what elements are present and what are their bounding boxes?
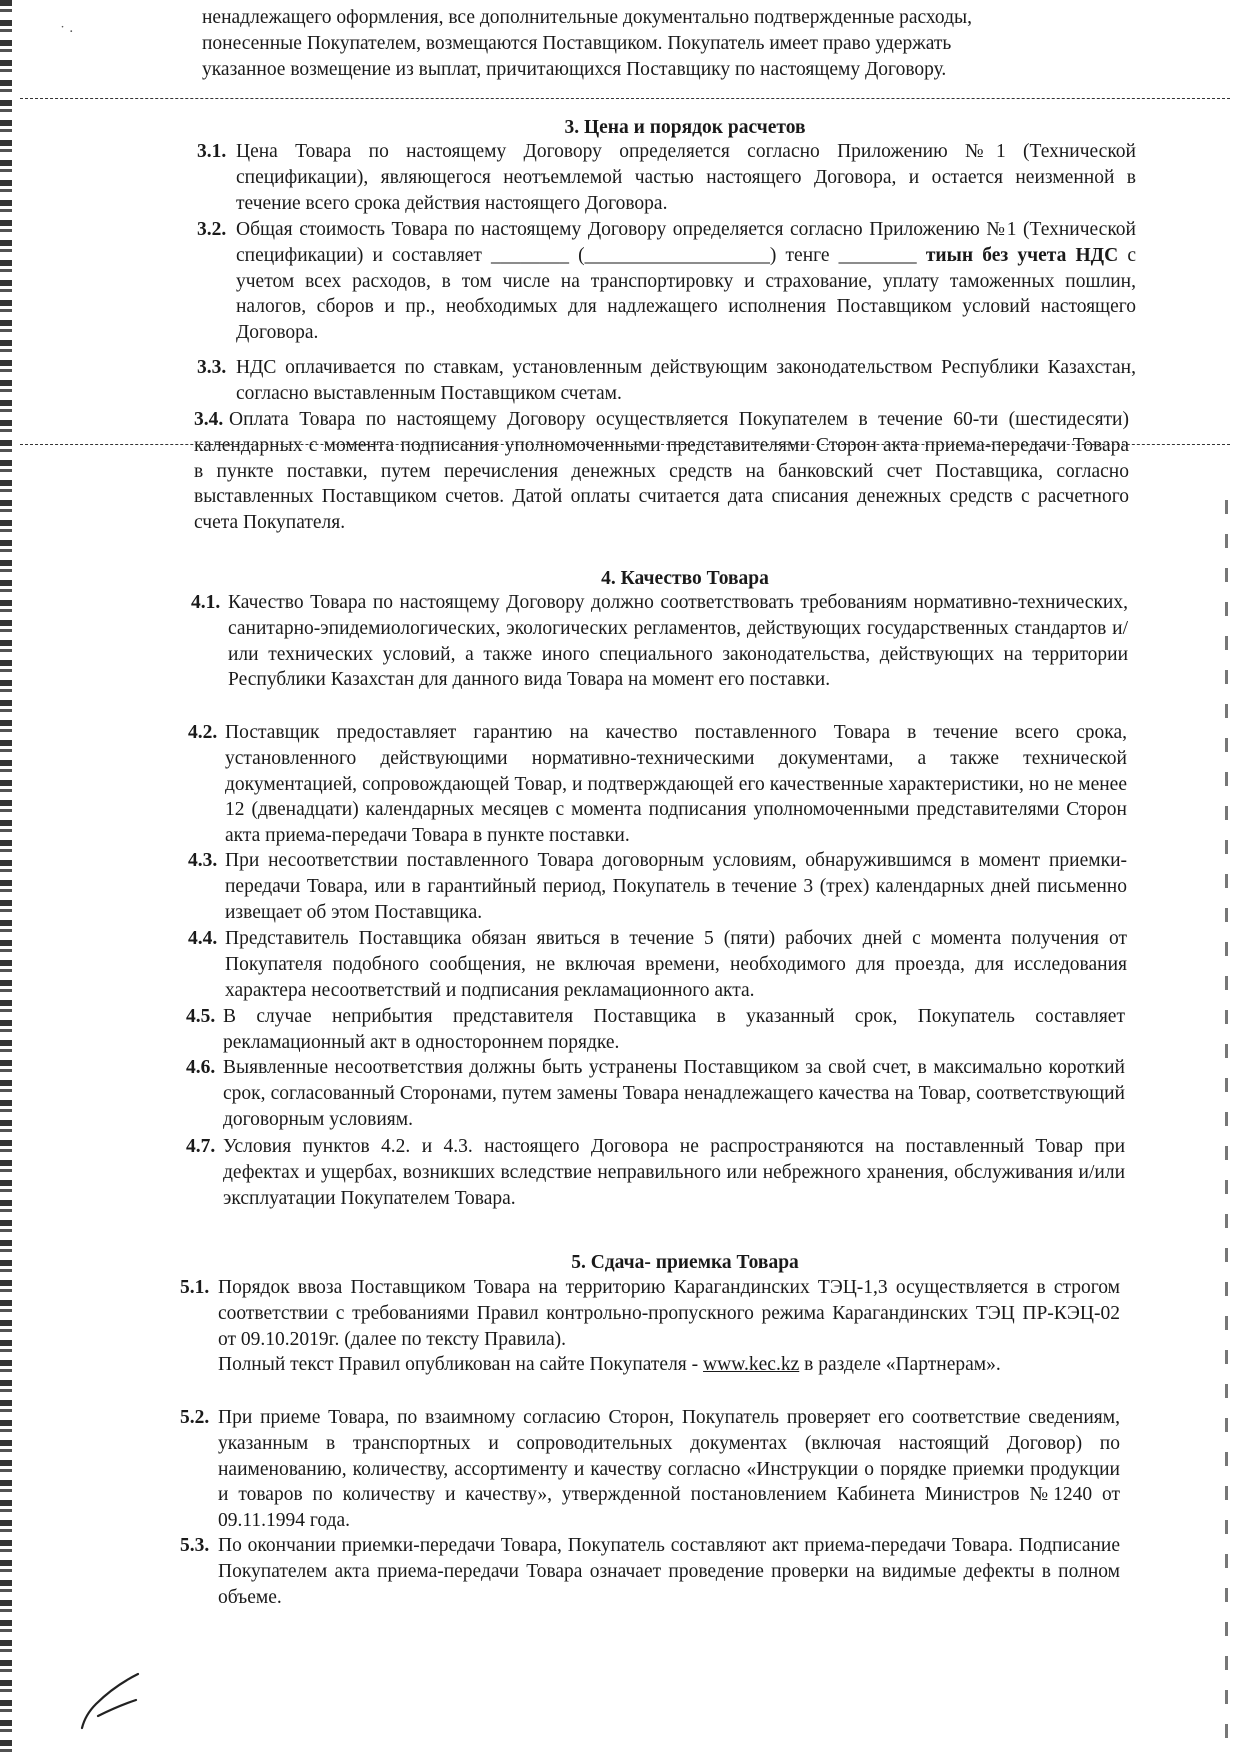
continuation-text [202, 5, 1137, 82]
scan-edge-left [0, 0, 12, 1754]
clause-3-4: Оплата Товара по настоящему Договору осуществляется Покупателем в течение 60-ти (шестидесяти) календарных с момента подписания уполномоченными представителями Сторон акта приема-передачи Товара в пункте поставки, путем перечисления денежных средств на банковский счет Поставщика, согласно выставленных Поставщиком счетов. Датой оплаты считается дата списания денежных средств с расчетного счета Покупателя. [194, 409, 1129, 534]
clause-3-3: НДС оплачивается по ставкам, установленным действующим законодательством Республики Казахстан, согласно выставленным Поставщиком счетам. [236, 357, 1136, 404]
scan-edge-right [1225, 500, 1228, 1740]
signature-initials [78, 1670, 158, 1732]
clause-3-2 [236, 217, 1136, 346]
clause-number: 4.3. [188, 850, 218, 871]
clause-5-1-text: Порядок ввоза Поставщиком Товара на территорию Карагандинских ТЭЦ-1,3 осуществляется в строгом соответствии с требованиями Правил контрольно-пропускного режима Карагандинских ТЭЦ ПР-КЭЦ-02 от 09.10.2019г. (далее по тексту Правила). [218, 1277, 1120, 1350]
clause-number: 4.5. [186, 1006, 216, 1027]
clause-4-1: Качество Товара по настоящему Договору должно соответствовать требованиям нормативно-технических, санитарно-эпидемиологических, экологических регламентов, действующих государственных стандартов и/или технических условий, а также иного специального законодательства, действующих на территории Республики Казахстан для данного вида Товара на момент его поставки. [228, 592, 1128, 691]
clause-4-7: Условия пунктов 4.2. и 4.3. настоящего Договора не распространяются на поставленный Товар при дефектах и ущербах, возникших вследствие неправильного или небрежного хранения, обслуживания и/или эксплуатации Покупателем Товара. [223, 1136, 1125, 1209]
clause-3-1: Цена Товара по настоящему Договору определяется согласно Приложению №1 (Технической спецификации), являющегося неотъемлемой частью настоящего Договора, и остается неизменной в течение всего срока действия настоящего Договора. [236, 141, 1136, 214]
clause-number: 3.1. [197, 141, 227, 162]
clause-3-2-bold: тиын без учета НДС [925, 244, 1119, 266]
website-link[interactable]: www.kec.kz [703, 1354, 800, 1376]
continuation-line: указанное возмещение из выплат, причитающихся Поставщику по настоящему Договору. [202, 58, 947, 80]
section-4-heading: 4. Качество Товара [601, 568, 769, 589]
clause-number: 5.2. [180, 1407, 210, 1428]
clause-number: 4.1. [191, 592, 221, 613]
clause-number: 4.6. [186, 1057, 216, 1078]
clause-number: 4.4. [188, 928, 218, 949]
clause-4-5: В случае неприбытия представителя Поставщика в указанный срок, Покупатель составляет рекламационный акт в одностороннем порядке. [223, 1006, 1125, 1053]
continuation-line: понесенные Покупателем, возмещаются Поставщиком. Покупатель имеет право удержать [202, 32, 952, 54]
clause-4-2: Поставщик предоставляет гарантию на качество поставленного Товара в течение всего срока, установленного действующими нормативно-техническими документами, а также технической документацией, сопровождающей Товар, и подтверждающей его качественные характеристики, но не менее 12 (двенадцати) календарных месяцев с момента подписания уполномоченными представителями Сторон акта приема-передачи Товара в пункте поставки. [225, 722, 1127, 847]
page-fold-line [20, 98, 1230, 99]
clause-5-3: По окончании приемки-передачи Товара, Покупатель составляют акт приема-передачи Товара. Подписание Покупателем акта приема-передачи Товара означает проведение проверки на видимые дефекты в полном объеме. [218, 1535, 1120, 1608]
page-fold-line [20, 444, 1230, 445]
section-3-heading: 3. Цена и порядок расчетов [564, 117, 806, 138]
continuation-line: ненадлежащего оформления, все дополнительные документально подтвержденные расходы, [202, 7, 972, 28]
clause-number: 3.2. [197, 219, 227, 240]
clause-number: 4.7. [186, 1136, 216, 1157]
scan-artifact: ˙ · [60, 24, 74, 40]
clause-number: 5.3. [180, 1535, 210, 1556]
clause-4-3: При несоответствии поставленного Товара договорным условиям, обнаружившимся в момент приемки-передачи Товара, или в гарантийный период, Покупатель в течение 3 (трех) календарных дней письменно извещает об этом Поставщика. [225, 850, 1127, 923]
clause-5-1 [218, 1275, 1120, 1378]
clause-number: 3.4. [194, 409, 224, 430]
clause-4-6: Выявленные несоответствия должны быть устранены Поставщиком за свой счет, в максимально короткий срок, согласованный Сторонами, путем замены Товара ненадлежащего качества на Товар, соответствующий договорным условиям. [223, 1057, 1125, 1130]
clause-number: 3.3. [197, 357, 227, 378]
clause-5-1-text-2: Полный текст Правил опубликован на сайте Покупателя - www.kec.kz в разделе «Партнерам». [218, 1354, 1001, 1376]
clause-number: 5.1. [180, 1277, 210, 1298]
clause-3-2-text: Общая стоимость Товара по настоящему Договору определяется согласно Приложению №1 (Технической спецификации) и составляет ________ (___________________) тенге ________ [236, 219, 1136, 266]
clause-5-2: При приеме Товара, по взаимному согласию Сторон, Покупатель проверяет его соответствие сведениям, указанным в транспортных и сопроводительных документах (включая настоящий Договор) по наименованию, количеству, ассортименту и качеству согласно «Инструкции о порядке приемки продукции и товаров по количеству и качеству», утвержденной постановлением Кабинета Министров №1240 от 09.11.1994 года. [218, 1407, 1120, 1532]
clause-number: 4.2. [188, 722, 218, 743]
clause-4-4: Представитель Поставщика обязан явиться в течение 5 (пяти) рабочих дней с момента получения от Покупателя подобного сообщения, не включая времени, необходимого для проезда, для исследования характера несоответствий и подписания рекламационного акта. [225, 928, 1127, 1001]
clause-3-2-text-rest: с учетом всех расходов, в том числе на транспортировку и страхование, уплату таможенных пошлин, налогов, сборов и пр., необходимых для надлежащего исполнения Поставщиком условий настоящего Договора. [236, 244, 1136, 344]
section-5-heading: 5. Сдача- приемка Товара [571, 1252, 799, 1273]
